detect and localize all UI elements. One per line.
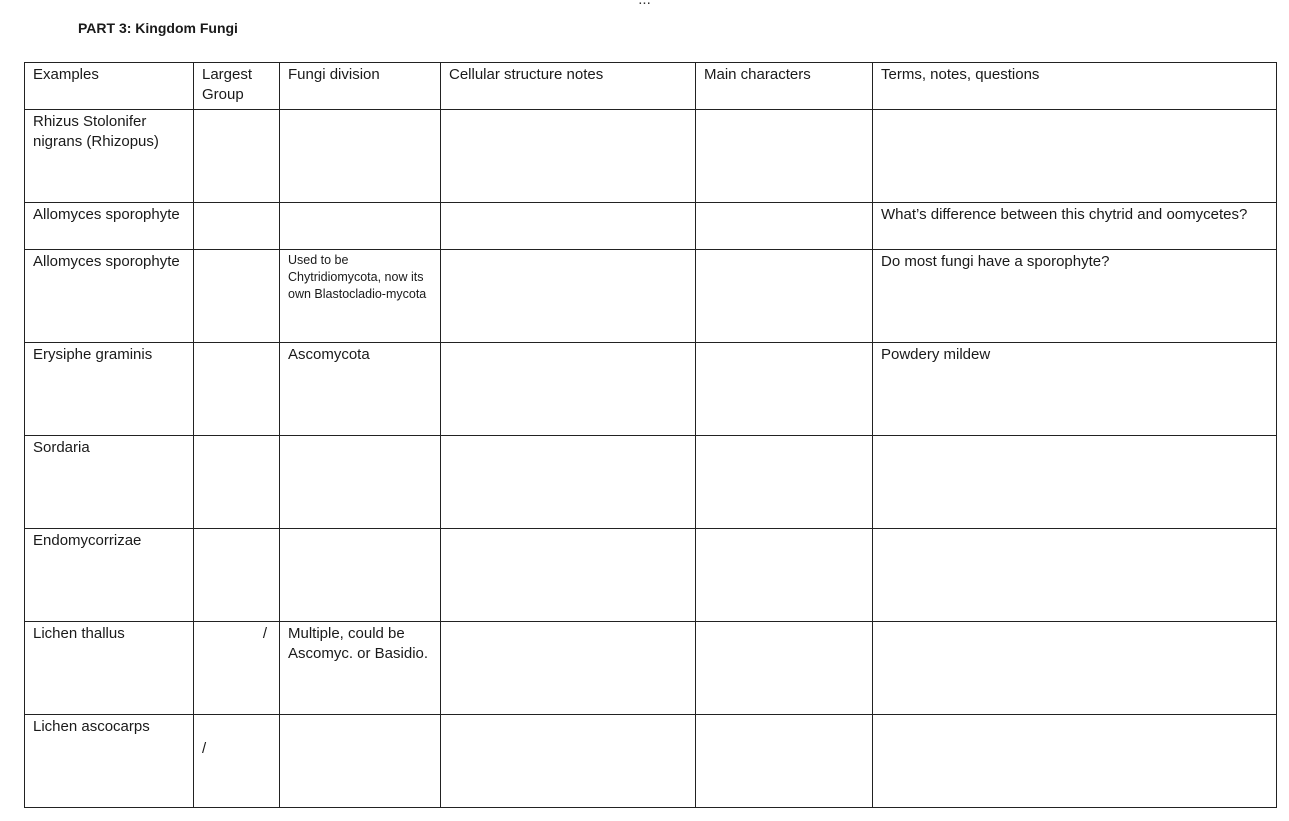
cell-terms-notes: Do most fungi have a sporophyte? [873,250,1277,343]
cell-largest-group [194,250,280,343]
table-row [25,343,1277,436]
part-title: PART 3: Kingdom Fungi [78,20,238,36]
cell-terms-notes [873,529,1277,622]
cell-main-characters [696,622,873,715]
header-largest-group: Largest Group [194,63,280,110]
cell-terms-notes [873,715,1277,808]
cell-largest-group [194,436,280,529]
cell-fungi-division: Ascomycota [280,343,441,436]
table-row [25,715,1277,808]
table-row [25,529,1277,622]
cell-example: Lichen ascocarps [25,715,194,808]
cell-example: Allomyces sporophyte [25,250,194,343]
table-row [25,622,1277,715]
cell-fungi-division [280,203,441,250]
cell-terms-notes [873,622,1277,715]
header-fungi-division: Fungi division [280,63,441,110]
cell-main-characters [696,436,873,529]
cell-example: Allomyces sporophyte [25,203,194,250]
cell-example: Lichen thallus [25,622,194,715]
cell-example: Sordaria [25,436,194,529]
slash-mark: / [202,740,207,757]
cell-cellular-notes [441,110,696,203]
cell-fungi-division [280,529,441,622]
cell-cellular-notes [441,250,696,343]
cell-cellular-notes [441,529,696,622]
cell-fungi-division [280,110,441,203]
cell-terms-notes [873,110,1277,203]
header-terms-notes-questions: Terms, notes, questions [873,63,1277,110]
cell-largest-group [194,529,280,622]
cell-cellular-notes [441,343,696,436]
cell-main-characters [696,529,873,622]
table-row [25,110,1277,203]
cell-largest-group [194,203,280,250]
cell-main-characters [696,203,873,250]
cell-fungi-division [280,436,441,529]
table-row [25,203,1277,250]
cell-cellular-notes [441,622,696,715]
cell-terms-notes: What’s difference between this chytrid and oomycetes? [873,203,1277,250]
cell-cellular-notes [441,436,696,529]
cell-main-characters [696,715,873,808]
cell-cellular-notes [441,715,696,808]
cell-largest-group [194,110,280,203]
cell-example: Erysiphe graminis [25,343,194,436]
header-main-characters: Main characters [696,63,873,110]
cell-terms-notes [873,436,1277,529]
cell-largest-group [194,343,280,436]
cell-main-characters [696,343,873,436]
cell-main-characters [696,110,873,203]
cell-cellular-notes [441,203,696,250]
cell-main-characters [696,250,873,343]
header-examples: Examples [25,63,194,110]
cell-terms-notes: Powdery mildew [873,343,1277,436]
cell-fungi-division: Multiple, could be Ascomyc. or Basidio. [280,622,441,715]
header-row [25,63,1277,110]
table-row [25,250,1277,343]
header-cellular-structure-notes: Cellular structure notes [441,63,696,110]
cell-largest-group [194,715,280,808]
cell-fungi-division [280,715,441,808]
cell-fungi-division: Used to be Chytridiomycota, now its own Blastocladio-mycota [280,250,441,343]
cell-largest-group: / [194,622,280,715]
fungi-table [24,62,1277,808]
table-row [25,436,1277,529]
cell-example: Rhizus Stolonifer nigrans (Rhizopus) [25,110,194,203]
cropped-header-text [0,0,1289,8]
cell-example: Endomycorrizae [25,529,194,622]
